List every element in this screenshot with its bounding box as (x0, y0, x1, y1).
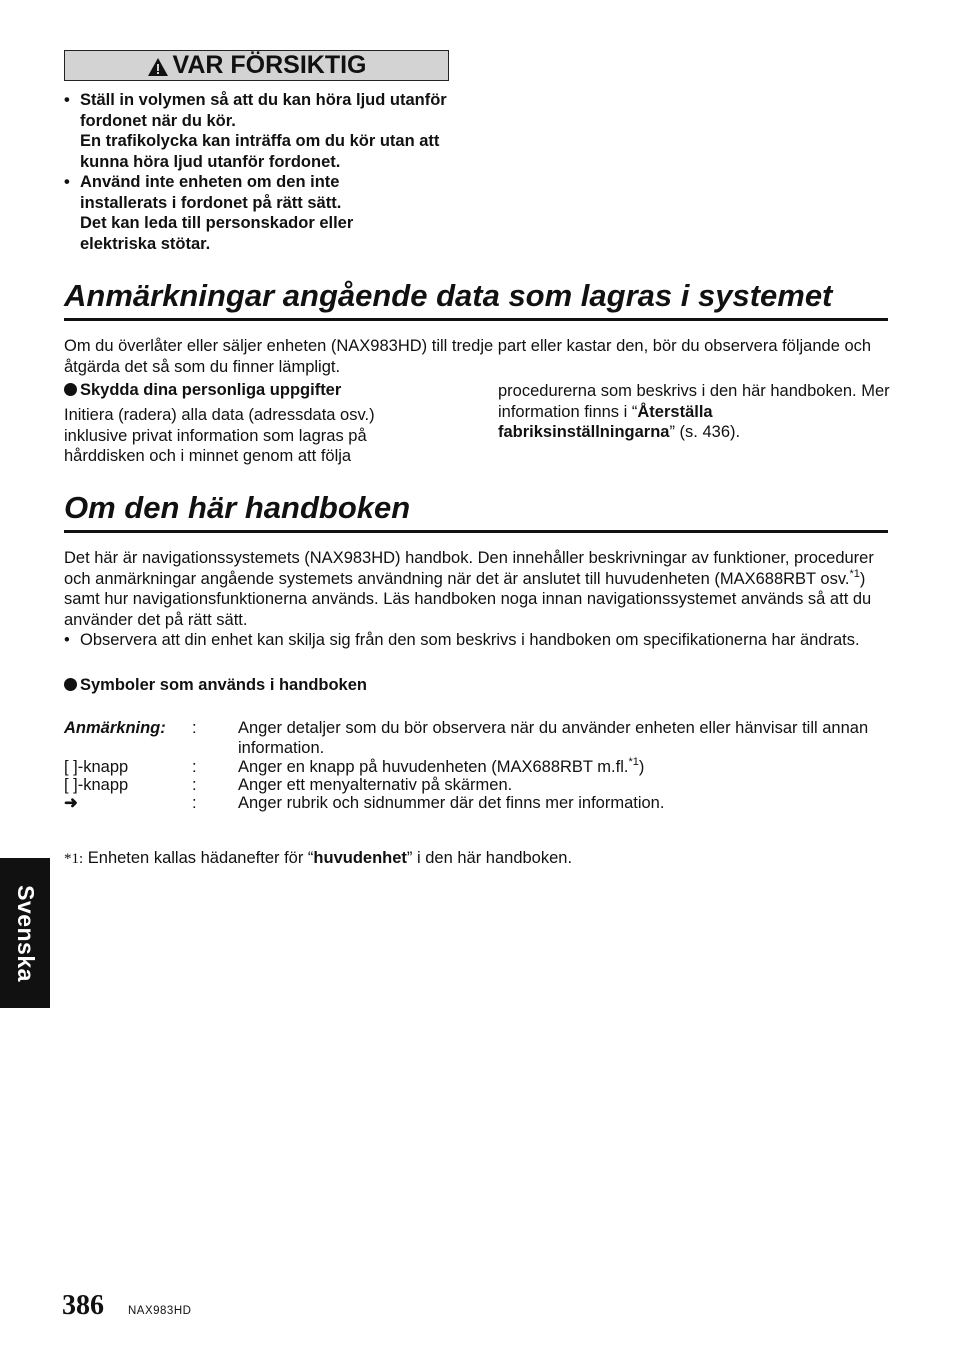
model-code: NAX983HD (128, 1305, 192, 1317)
arrow-icon: ➜ (64, 794, 78, 812)
reference-link-reset[interactable]: Återställa fabriksinställningarna (498, 402, 713, 441)
symbol-colon: : (192, 776, 197, 794)
symbol-colon: : (192, 758, 197, 776)
bullet-dot-icon (64, 383, 77, 396)
subheading-personal-data (64, 380, 341, 400)
symbol-term: [ ]-knapp (64, 758, 129, 776)
symbol-description: Anger rubrik och sidnummer där det finns mer information. (238, 794, 665, 812)
subheading-text: Symboler som används i handboken (80, 676, 367, 694)
para-text-start: Det här är navigationssystemets (NAX983HD) handbok. Den innehåller beskrivningar av funktioner, procedurer och anmärkningar angående systemets användning när det är anslutet till huvudenheten (MAX688RBT osv. (64, 549, 874, 588)
page-number: 386 (62, 1290, 104, 1321)
para-text-end: ) samt hur navigationsfunktionerna används. Läs handboken noga innan navigationssystemet används så att du använder det på rätt sätt. (64, 569, 872, 629)
symbol-description: Anger ett menyalternativ på skärmen. (238, 776, 513, 794)
bullet-text: Observera att din enhet kan skilja sig från den som beskrivs i handboken om specifikationerna har ändrats. (80, 631, 860, 649)
footnote-text-end: ” i den här handboken. (406, 849, 573, 867)
symbol-desc-text: Anger en knapp på huvudenheten (MAX688RBT m.fl. (238, 758, 629, 776)
symbol-desc-end: ) (638, 758, 645, 776)
warning-triangle-icon (147, 57, 169, 77)
footnote-mark: *1: (64, 851, 84, 867)
caution-item-lead: • Använd inte enheten om den inte installerats i fordonet på rätt sätt. (80, 173, 342, 212)
language-tab (0, 858, 50, 1008)
caution-header (64, 50, 449, 81)
right-text-end: ” (s. 436). (669, 423, 741, 441)
section1-left-column: Initiera (radera) alla data (adressdata osv.) inklusive privat information som lagras på hårddisken och i minnet genom att följa (64, 406, 375, 465)
caution-title: VAR FÖRSIKTIG (172, 51, 367, 79)
symbol-description: Anger detaljer som du bör observera när du använder enheten eller hänvisar till annan information. (238, 719, 869, 757)
footnote-ref: *1 (628, 756, 639, 768)
section2-bullet (64, 630, 884, 651)
bullet-mark: • (64, 631, 70, 649)
caution-item (64, 90, 464, 172)
section2-paragraph (64, 548, 884, 630)
footnote-ref: *1 (849, 567, 860, 580)
caution-item (64, 172, 464, 254)
subheading-text: Skydda dina personliga uppgifter (80, 381, 342, 399)
section1-intro: Om du överlåter eller säljer enheten (NAX983HD) till tredje part eller kastar den, bör du observera följande och åtgärda det så som du finner lämpligt. (64, 337, 872, 376)
right-text-start: procedurerna som beskrivs i den här handboken. Mer information finns i “ (498, 382, 890, 421)
language-tab-label: Svenska (12, 884, 39, 982)
subheading-symbols (64, 675, 367, 695)
caution-item-detail: En trafikolycka kan inträffa om du kör utan att kunna höra ljud utanför fordonet. (80, 132, 440, 171)
bullet-dot-icon (64, 678, 77, 691)
section1-right-column (498, 381, 890, 443)
symbol-term: Anmärkning: (64, 719, 166, 737)
caution-item-detail: Det kan leda till personskador eller elektriska stötar. (80, 214, 354, 253)
caution-item-lead: • Ställ in volymen så att du kan höra ljud utanför fordonet när du kör. (80, 91, 447, 130)
section-heading-about-manual: Om den här handboken (64, 490, 888, 533)
symbol-colon: : (192, 719, 197, 737)
footnote-bold: huvudenhet (313, 849, 407, 867)
footnote-text-start: Enheten kallas hädanefter för “ (87, 849, 314, 867)
symbol-description (238, 757, 888, 777)
symbol-colon: : (192, 794, 197, 812)
symbol-term: [ ]-knapp (64, 776, 129, 794)
caution-list (64, 90, 464, 254)
footnote (64, 848, 884, 870)
section-heading-data-storage: Anmärkningar angående data som lagras i systemet (64, 278, 888, 321)
